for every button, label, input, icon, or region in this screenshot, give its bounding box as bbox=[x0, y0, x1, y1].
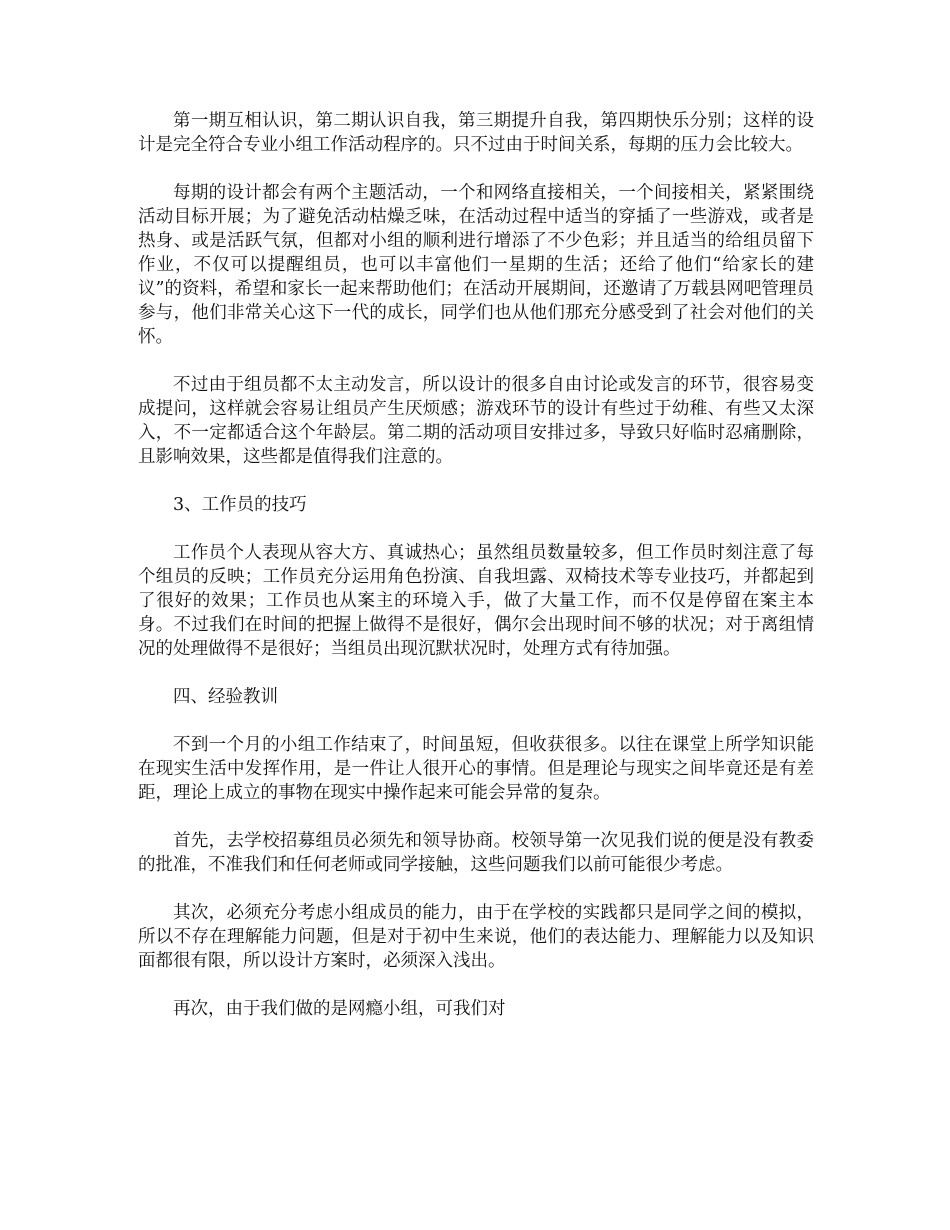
paragraph-lessons-intro: 不到一个月的小组工作结束了，时间虽短，但收获很多。以往在课堂上所学知识能在现实生活中发挥作用，是一件让人很开心的事情。但是理论与现实之间毕竟还是有差距，理论上成立的事物在现实中操作起来可能会异常的复杂。 bbox=[138, 735, 814, 803]
paragraph-design-shortcomings: 不过由于组员都不太主动发言，所以设计的很多自由讨论或发言的环节，很容易变成提问，这样就会容易让组员产生厌烦感；游戏环节的设计有些过于幼稚、有些又太深入，不一定都适合这个年龄层。第二期的活动项目安排过多，导致只好临时忍痛删除，且影响效果，这些都是值得我们注意的。 bbox=[138, 375, 814, 467]
paragraph-worker-performance: 工作员个人表现从容大方、真诚热心；虽然组员数量较多，但工作员时刻注意了每个组员的反映；工作员充分运用角色扮演、自我坦露、双椅技术等专业技巧，并都起到了很好的效果；工作员也从案主的环境入手，做了大量工作，而不仅是停留在案主本身。不过我们在时间的把握上做得不是很好，偶尔会出现时间不够的状况；对于离组情况的处理做得不是很好；当组员出现沉默状况时，处理方式有待加强。 bbox=[138, 543, 814, 659]
document-body bbox=[138, 109, 814, 1045]
paragraph-first-lesson: 首先，去学校招募组员必须先和领导协商。校领导第一次见我们说的便是没有教委的批准，不准我们和任何老师或同学接触，这些问题我们以前可能很少考虑。 bbox=[138, 831, 814, 875]
paragraph-second-lesson: 其次，必须充分考虑小组成员的能力，由于在学校的实践都只是同学之间的模拟，所以不存在理解能力问题，但是对于初中生来说，他们的表达能力、理解能力以及知识面都很有限，所以设计方案时，必须深入浅出。 bbox=[138, 903, 814, 971]
paragraph-third-lesson: 再次，由于我们做的是网瘾小组，可我们对 bbox=[173, 999, 506, 1019]
section-heading-worker-skills: 3、工作员的技巧 bbox=[173, 495, 307, 515]
section-heading-lessons: 四、经验教训 bbox=[173, 687, 278, 707]
paragraph-group-stages: 第一期互相认识，第二期认识自我，第三期提升自我，第四期快乐分别；这样的设计是完全符合专业小组工作活动程序的。只不过由于时间关系，每期的压力会比较大。 bbox=[138, 111, 814, 155]
paragraph-activity-design: 每期的设计都会有两个主题活动，一个和网络直接相关，一个间接相关，紧紧围绕活动目标开展；为了避免活动枯燥乏味，在活动过程中适当的穿插了一些游戏，或者是热身、或是活跃气氛，但都对小组的顺利进行增添了不少色彩；并且适当的给组员留下作业，不仅可以提醒组员，也可以丰富他们一星期的生活；还给了他们“给家长的建议”的资料，希望和家长一起来帮助他们；在活动开展期间，还邀请了万载县网吧管理员参与，他们非常关心这下一代的成长，同学们也从他们那充分感受到了社会对他们的关怀。 bbox=[138, 183, 814, 347]
